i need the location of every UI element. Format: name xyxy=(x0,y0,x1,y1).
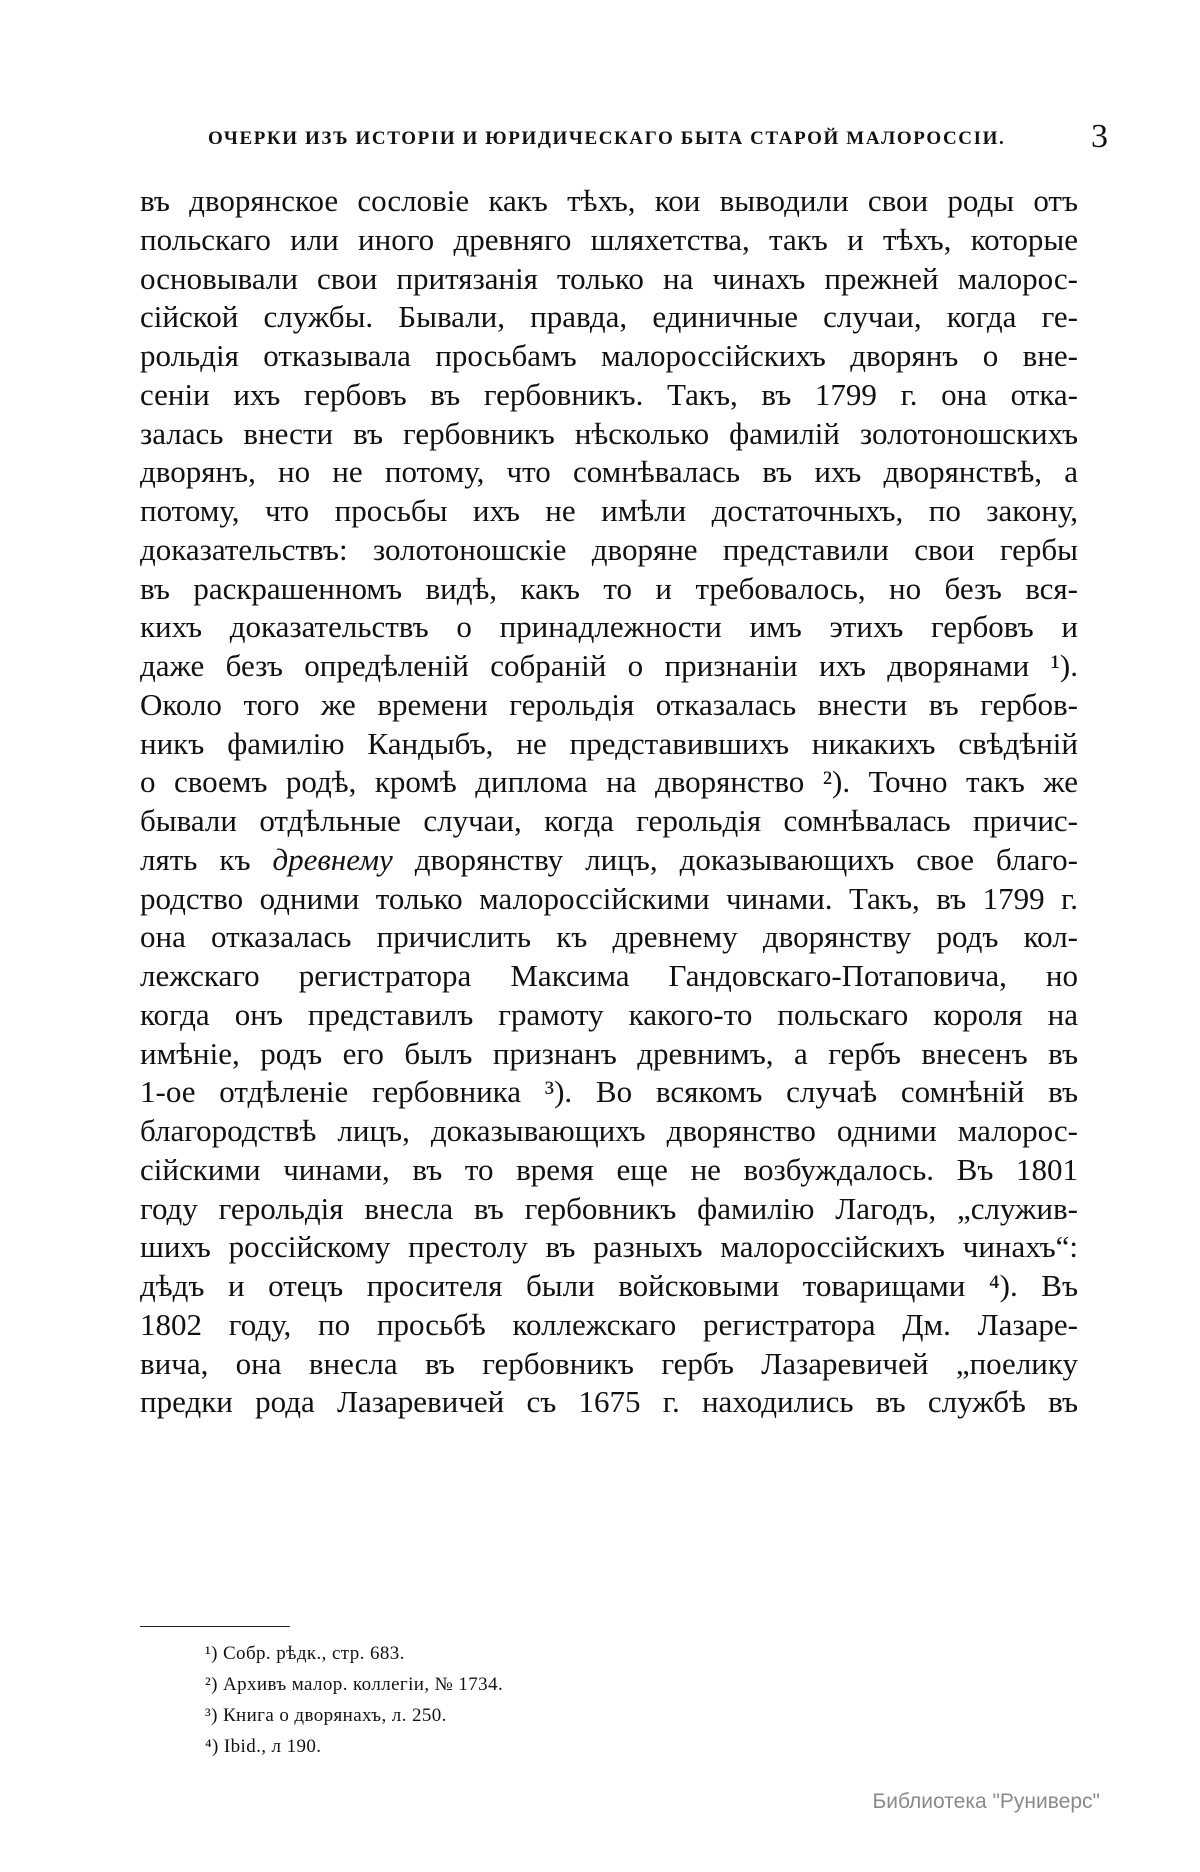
footnote: ⁴) Ibid., л 190. xyxy=(205,1736,322,1757)
text-line: залась внести въ гербовникъ нѣсколько фамилій золотоношскихъ xyxy=(140,415,1078,451)
text-line: когда онъ представилъ грамоту какого-то польскаго короля на xyxy=(140,996,1078,1032)
text-line: дѣдъ и отецъ просителя были войсковыми товарищами ⁴). Въ xyxy=(140,1268,1078,1303)
text-line: благородствѣ лицъ, доказывающихъ дворянство одними малорос- xyxy=(140,1113,1078,1148)
text-line: основывали свои притязанія только на чинахъ прежней малорос- xyxy=(140,260,1078,296)
text-line: дворянъ, но не потому, что сомнѣвалась въ ихъ дворянствѣ, а xyxy=(140,454,1078,490)
text-line: бывали отдѣльные случаи, когда герольдія сомнѣвалась причис- xyxy=(140,803,1078,838)
text-line: сійскими чинами, въ то время еще не возбуждалось. Въ 1801 xyxy=(140,1151,1078,1187)
text-line: потому, что просьбы ихъ не имѣли достаточныхъ, по закону, xyxy=(140,493,1078,528)
text-line: родство одними только малороссійскими чинами. Такъ, въ 1799 г. xyxy=(140,880,1078,916)
text-line: польскаго или иного древняго шляхетства, такъ и тѣхъ, которые xyxy=(140,221,1078,257)
text-line: даже безъ опредѣленій собраній о признаніи ихъ дворянами ¹). xyxy=(140,648,1078,683)
text-line: сеніи ихъ гербовъ въ гербовникъ. Такъ, въ 1799 г. она отка- xyxy=(140,376,1078,412)
text-line: доказательствъ: золотоношскіе дворяне представили свои гербы xyxy=(140,531,1078,567)
running-header xyxy=(178,118,1108,158)
footnote-divider xyxy=(140,1626,290,1627)
text-line: кихъ доказательствъ о принадлежности имъ этихъ гербовъ и xyxy=(140,609,1078,645)
footnotes xyxy=(205,1638,905,1762)
text-line: въ раскрашенномъ видѣ, какъ то и требовалось, но безъ вся- xyxy=(140,570,1078,606)
text-line: никъ фамилію Кандыбъ, не представившихъ никакихъ свѣдѣній xyxy=(140,725,1078,761)
emphasized-word: древнему xyxy=(272,841,393,877)
body-text xyxy=(140,182,1078,1422)
footnote: ³) Книга о дворянахъ, л. 250. xyxy=(205,1705,447,1726)
text-line: рольдія отказывала просьбамъ малороссійскихъ дворянъ о вне- xyxy=(140,338,1078,373)
text-line: 1-ое отдѣленіе гербовника ³). Во всякомъ случаѣ сомнѣній въ xyxy=(140,1074,1078,1110)
text-line: лять къ древнему дворянству лицъ, доказывающихъ свое благо- xyxy=(140,841,1078,877)
text-line: Около того же времени герольдія отказалась внести въ гербов- xyxy=(140,686,1078,722)
footnote: ²) Архивъ малор. коллегіи, № 1734. xyxy=(205,1674,504,1695)
text-line: вича, она внесла въ гербовникъ гербъ Лазаревичей „поелику xyxy=(140,1345,1078,1381)
page-number: 3 xyxy=(1091,118,1108,155)
text-line: шихъ россійскому престолу въ разныхъ малороссійскихъ чинахъ“: xyxy=(140,1229,1078,1265)
text-line: сійской службы. Бывали, правда, единичные случаи, когда ге- xyxy=(140,299,1078,335)
text-line: имѣніе, родъ его былъ признанъ древнимъ, а гербъ внесенъ въ xyxy=(140,1035,1078,1071)
text-line: въ дворянское сословіе какъ тѣхъ, кои выводили свои роды отъ xyxy=(140,183,1078,218)
footnote: ¹) Собр. рѣдк., стр. 683. xyxy=(205,1643,405,1664)
running-title: ОЧЕРКИ ИЗЪ ИСТОРІИ И ЮРИДИЧЕСКАГО БЫТА СТАРОЙ МАЛОРОССІИ. xyxy=(208,128,1006,149)
library-watermark: Библиотека "Руниверс" xyxy=(872,1790,1100,1813)
text-line: 1802 году, по просьбѣ коллежскаго регистратора Дм. Лазаре- xyxy=(140,1306,1078,1342)
text-line: о своемъ родѣ, кромѣ диплома на дворянство ²). Точно такъ же xyxy=(140,764,1078,800)
text-line: году герольдія внесла въ гербовникъ фамилію Лагодъ, „служив- xyxy=(140,1190,1078,1226)
text-line: лежскаго регистратора Максима Гандовскаго-Потаповича, но xyxy=(140,958,1078,993)
text-line: предки рода Лазаревичей съ 1675 г. находились въ службѣ въ xyxy=(140,1384,1078,1420)
text-line: она отказалась причислить къ древнему дворянству родъ кол- xyxy=(140,919,1078,955)
